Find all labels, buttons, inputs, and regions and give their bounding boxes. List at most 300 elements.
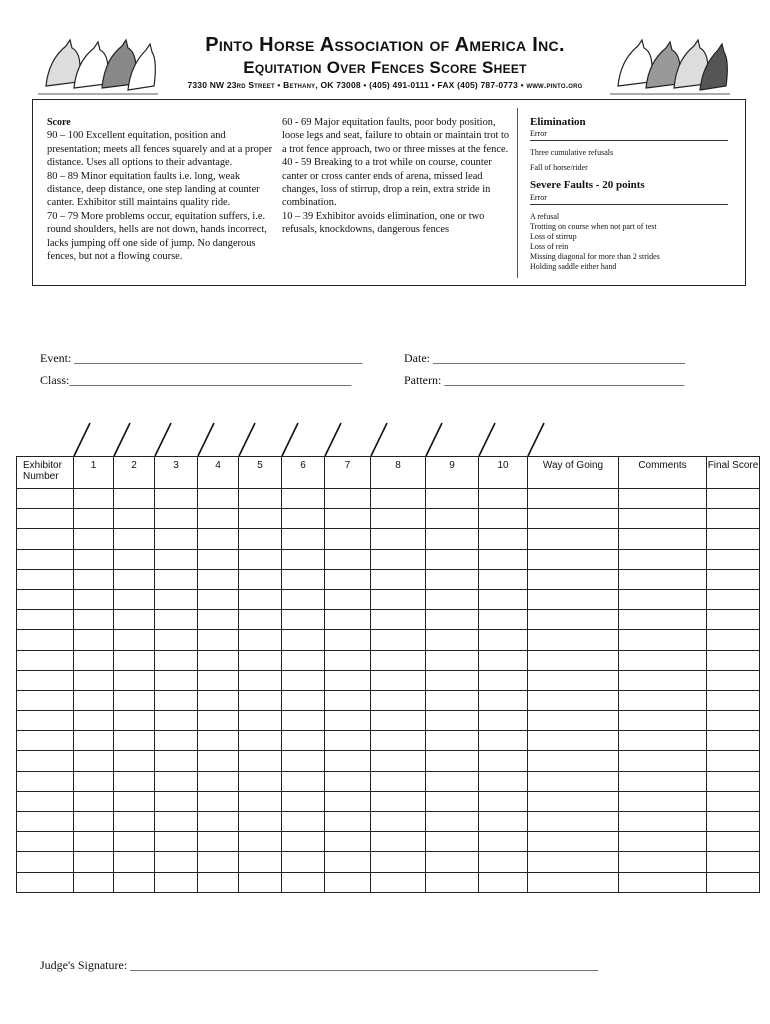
score-cell[interactable] xyxy=(707,489,760,509)
score-cell[interactable] xyxy=(426,711,479,731)
score-cell[interactable] xyxy=(479,589,528,609)
score-cell[interactable] xyxy=(155,610,198,630)
score-cell[interactable] xyxy=(282,832,325,852)
score-cell[interactable] xyxy=(74,549,114,569)
score-cell[interactable] xyxy=(198,690,239,710)
score-cell[interactable] xyxy=(114,771,155,791)
score-cell[interactable] xyxy=(426,812,479,832)
score-cell[interactable] xyxy=(155,832,198,852)
score-cell[interactable] xyxy=(528,589,619,609)
score-cell[interactable] xyxy=(155,529,198,549)
score-cell[interactable] xyxy=(155,711,198,731)
elimination-item: Three cumulative refusals xyxy=(530,148,614,158)
score-cell[interactable] xyxy=(74,690,114,710)
score-cell[interactable] xyxy=(155,509,198,529)
score-cell[interactable] xyxy=(707,610,760,630)
score-cell[interactable] xyxy=(528,711,619,731)
score-cell[interactable] xyxy=(74,509,114,529)
score-cell[interactable] xyxy=(479,670,528,690)
score-cell[interactable] xyxy=(282,549,325,569)
score-cell[interactable] xyxy=(155,489,198,509)
score-cell[interactable] xyxy=(198,852,239,872)
score-cell[interactable] xyxy=(528,812,619,832)
score-cell[interactable] xyxy=(479,489,528,509)
score-cell[interactable] xyxy=(371,650,426,670)
score-cell[interactable] xyxy=(17,509,74,529)
score-cell[interactable] xyxy=(426,670,479,690)
score-cell[interactable] xyxy=(426,589,479,609)
score-cell[interactable] xyxy=(114,529,155,549)
score-cell[interactable] xyxy=(479,771,528,791)
score-cell[interactable] xyxy=(371,812,426,832)
score-cell[interactable] xyxy=(619,690,707,710)
score-cell[interactable] xyxy=(74,711,114,731)
score-cell[interactable] xyxy=(198,650,239,670)
score-cell[interactable] xyxy=(239,771,282,791)
score-cell[interactable] xyxy=(282,569,325,589)
score-cell[interactable] xyxy=(239,589,282,609)
score-cell[interactable] xyxy=(619,529,707,549)
score-cell[interactable] xyxy=(325,872,371,892)
score-cell[interactable] xyxy=(155,650,198,670)
score-cell[interactable] xyxy=(528,872,619,892)
score-cell[interactable] xyxy=(707,630,760,650)
score-cell[interactable] xyxy=(239,731,282,751)
score-cell[interactable] xyxy=(479,569,528,589)
score-cell[interactable] xyxy=(371,529,426,549)
score-cell[interactable] xyxy=(198,549,239,569)
score-cell[interactable] xyxy=(707,711,760,731)
score-cell[interactable] xyxy=(426,852,479,872)
score-cell[interactable] xyxy=(198,589,239,609)
score-cell[interactable] xyxy=(17,791,74,811)
score-cell[interactable] xyxy=(155,690,198,710)
score-cell[interactable] xyxy=(282,630,325,650)
score-cell[interactable] xyxy=(239,852,282,872)
score-cell[interactable] xyxy=(198,791,239,811)
score-cell[interactable] xyxy=(619,650,707,670)
score-cell[interactable] xyxy=(325,670,371,690)
score-cell[interactable] xyxy=(619,852,707,872)
score-cell[interactable] xyxy=(114,630,155,650)
score-cell[interactable] xyxy=(17,690,74,710)
score-cell[interactable] xyxy=(371,630,426,650)
score-cell[interactable] xyxy=(707,670,760,690)
score-cell[interactable] xyxy=(74,751,114,771)
score-cell[interactable] xyxy=(479,610,528,630)
score-cell[interactable] xyxy=(74,529,114,549)
score-cell[interactable] xyxy=(528,832,619,852)
score-cell[interactable] xyxy=(619,812,707,832)
score-cell[interactable] xyxy=(239,549,282,569)
score-cell[interactable] xyxy=(17,569,74,589)
score-cell[interactable] xyxy=(426,610,479,630)
score-cell[interactable] xyxy=(325,529,371,549)
score-cell[interactable] xyxy=(282,529,325,549)
score-cell[interactable] xyxy=(282,509,325,529)
severe-item: Loss of rein xyxy=(530,241,569,251)
score-cell[interactable] xyxy=(114,791,155,811)
score-cell[interactable] xyxy=(114,832,155,852)
score-cell[interactable] xyxy=(155,569,198,589)
score-cell[interactable] xyxy=(198,509,239,529)
score-cell[interactable] xyxy=(528,630,619,650)
score-cell[interactable] xyxy=(198,771,239,791)
score-cell[interactable] xyxy=(707,529,760,549)
score-cell[interactable] xyxy=(114,489,155,509)
score-cell[interactable] xyxy=(426,630,479,650)
score-cell[interactable] xyxy=(479,872,528,892)
score-cell[interactable] xyxy=(17,711,74,731)
score-cell[interactable] xyxy=(619,589,707,609)
score-cell[interactable] xyxy=(325,650,371,670)
score-cell[interactable] xyxy=(619,791,707,811)
score-cell[interactable] xyxy=(707,690,760,710)
score-cell[interactable] xyxy=(155,630,198,650)
score-cell[interactable] xyxy=(707,589,760,609)
score-cell[interactable] xyxy=(74,832,114,852)
event-field[interactable]: Event: ________________________________________________ xyxy=(40,351,363,365)
score-cell[interactable] xyxy=(528,771,619,791)
score-cell[interactable] xyxy=(17,771,74,791)
score-cell[interactable] xyxy=(528,549,619,569)
score-cell[interactable] xyxy=(198,630,239,650)
score-cell[interactable] xyxy=(707,650,760,670)
score-cell[interactable] xyxy=(528,690,619,710)
score-cell[interactable] xyxy=(114,569,155,589)
score-cell[interactable] xyxy=(528,610,619,630)
score-cell[interactable] xyxy=(155,589,198,609)
score-cell[interactable] xyxy=(155,872,198,892)
judge-signature-field[interactable]: Judge's Signature: ______________________________________________________________________________ xyxy=(40,958,599,972)
score-cell[interactable] xyxy=(426,771,479,791)
score-cell[interactable] xyxy=(114,509,155,529)
score-cell[interactable] xyxy=(707,731,760,751)
score-cell[interactable] xyxy=(239,751,282,771)
score-cell[interactable] xyxy=(239,569,282,589)
score-cell[interactable] xyxy=(282,872,325,892)
score-cell[interactable] xyxy=(707,852,760,872)
score-cell[interactable] xyxy=(114,670,155,690)
score-cell[interactable] xyxy=(371,509,426,529)
score-cell[interactable] xyxy=(325,731,371,751)
score-cell[interactable] xyxy=(371,731,426,751)
score-cell[interactable] xyxy=(282,489,325,509)
score-cell[interactable] xyxy=(17,529,74,549)
score-cell[interactable] xyxy=(426,489,479,509)
score-cell[interactable] xyxy=(282,711,325,731)
score-cell[interactable] xyxy=(282,610,325,630)
score-cell[interactable] xyxy=(426,791,479,811)
score-cell[interactable] xyxy=(707,751,760,771)
score-cell[interactable] xyxy=(707,832,760,852)
score-cell[interactable] xyxy=(528,650,619,670)
score-cell[interactable] xyxy=(114,751,155,771)
score-cell[interactable] xyxy=(325,549,371,569)
score-cell[interactable] xyxy=(371,589,426,609)
score-cell[interactable] xyxy=(74,589,114,609)
score-cell[interactable] xyxy=(17,872,74,892)
score-cell[interactable] xyxy=(74,812,114,832)
score-cell[interactable] xyxy=(155,812,198,832)
score-cell[interactable] xyxy=(282,852,325,872)
table-row xyxy=(17,569,760,589)
score-cell[interactable] xyxy=(619,771,707,791)
score-cell[interactable] xyxy=(198,711,239,731)
score-cell[interactable] xyxy=(528,569,619,589)
date-field[interactable]: Date: __________________________________________ xyxy=(404,351,685,365)
score-cell[interactable] xyxy=(239,832,282,852)
score-cell[interactable] xyxy=(325,509,371,529)
score-cell[interactable] xyxy=(282,791,325,811)
score-cell[interactable] xyxy=(114,711,155,731)
score-cell[interactable] xyxy=(114,872,155,892)
score-cell[interactable] xyxy=(479,690,528,710)
score-cell[interactable] xyxy=(528,529,619,549)
score-cell[interactable] xyxy=(74,569,114,589)
score-cell[interactable] xyxy=(707,872,760,892)
severe-item: Holding saddle either hand xyxy=(530,261,617,271)
score-cell[interactable] xyxy=(239,711,282,731)
score-cell[interactable] xyxy=(426,751,479,771)
score-cell[interactable] xyxy=(479,751,528,771)
score-cell[interactable] xyxy=(325,630,371,650)
score-cell[interactable] xyxy=(17,731,74,751)
score-cell[interactable] xyxy=(371,751,426,771)
score-cell[interactable] xyxy=(528,489,619,509)
score-cell[interactable] xyxy=(198,731,239,751)
score-cell[interactable] xyxy=(426,509,479,529)
score-cell[interactable] xyxy=(619,509,707,529)
score-cell[interactable] xyxy=(479,832,528,852)
score-cell[interactable] xyxy=(479,852,528,872)
score-cell[interactable] xyxy=(239,509,282,529)
score-cell[interactable] xyxy=(619,610,707,630)
score-cell[interactable] xyxy=(426,690,479,710)
score-cell[interactable] xyxy=(239,690,282,710)
score-cell[interactable] xyxy=(371,489,426,509)
score-cell[interactable] xyxy=(426,650,479,670)
score-cell[interactable] xyxy=(17,489,74,509)
score-cell[interactable] xyxy=(528,751,619,771)
score-cell[interactable] xyxy=(426,529,479,549)
score-cell[interactable] xyxy=(371,711,426,731)
score-cell[interactable] xyxy=(325,489,371,509)
score-cell[interactable] xyxy=(198,569,239,589)
score-cell[interactable] xyxy=(114,812,155,832)
score-cell[interactable] xyxy=(239,872,282,892)
score-cell[interactable] xyxy=(371,791,426,811)
score-cell[interactable] xyxy=(371,832,426,852)
score-cell[interactable] xyxy=(282,731,325,751)
score-range-90-100: 90 – 100 Excellent equitation, position and presentation; meets all fences squarely and at a proper distance. Uses all options to their advantage. xyxy=(47,130,273,169)
score-cell[interactable] xyxy=(619,670,707,690)
score-cell[interactable] xyxy=(325,711,371,731)
score-cell[interactable] xyxy=(74,610,114,630)
score-cell[interactable] xyxy=(239,650,282,670)
score-cell[interactable] xyxy=(479,650,528,670)
score-cell[interactable] xyxy=(17,589,74,609)
score-cell[interactable] xyxy=(74,650,114,670)
score-cell[interactable] xyxy=(371,670,426,690)
score-cell[interactable] xyxy=(17,630,74,650)
score-cell[interactable] xyxy=(282,589,325,609)
score-cell[interactable] xyxy=(479,711,528,731)
score-cell[interactable] xyxy=(114,549,155,569)
header-exhibitor-number: Exhibitor Number xyxy=(17,457,74,489)
score-cell[interactable] xyxy=(114,690,155,710)
score-cell[interactable] xyxy=(707,812,760,832)
class-field[interactable]: Class:_______________________________________________ xyxy=(40,373,352,387)
score-cell[interactable] xyxy=(479,791,528,811)
score-cell[interactable] xyxy=(155,771,198,791)
score-cell[interactable] xyxy=(528,509,619,529)
score-cell[interactable] xyxy=(155,852,198,872)
header-fence-1: 1 xyxy=(74,457,114,489)
table-row xyxy=(17,509,760,529)
score-cell[interactable] xyxy=(707,549,760,569)
score-cell[interactable] xyxy=(239,489,282,509)
score-cell[interactable] xyxy=(325,771,371,791)
score-cell[interactable] xyxy=(325,791,371,811)
score-cell[interactable] xyxy=(325,832,371,852)
score-cell[interactable] xyxy=(707,771,760,791)
score-cell[interactable] xyxy=(74,852,114,872)
score-cell[interactable] xyxy=(155,549,198,569)
score-cell[interactable] xyxy=(426,731,479,751)
score-cell[interactable] xyxy=(619,549,707,569)
score-cell[interactable] xyxy=(17,852,74,872)
score-cell[interactable] xyxy=(528,731,619,751)
score-cell[interactable] xyxy=(325,690,371,710)
score-cell[interactable] xyxy=(198,751,239,771)
score-cell[interactable] xyxy=(114,610,155,630)
score-cell[interactable] xyxy=(155,751,198,771)
score-cell[interactable] xyxy=(17,650,74,670)
score-cell[interactable] xyxy=(198,872,239,892)
score-cell[interactable] xyxy=(17,610,74,630)
score-cell[interactable] xyxy=(239,812,282,832)
score-cell[interactable] xyxy=(282,812,325,832)
score-cell[interactable] xyxy=(619,630,707,650)
score-cell[interactable] xyxy=(155,670,198,690)
score-cell[interactable] xyxy=(239,630,282,650)
score-cell[interactable] xyxy=(74,670,114,690)
score-cell[interactable] xyxy=(707,509,760,529)
score-cell[interactable] xyxy=(479,731,528,751)
score-cell[interactable] xyxy=(325,589,371,609)
score-cell[interactable] xyxy=(114,731,155,751)
score-cell[interactable] xyxy=(74,791,114,811)
score-cell[interactable] xyxy=(479,630,528,650)
score-cell[interactable] xyxy=(371,610,426,630)
score-cell[interactable] xyxy=(426,549,479,569)
score-cell[interactable] xyxy=(371,690,426,710)
score-range-70-79: 70 – 79 More problems occur, equitation suffers, i.e. round shoulders, hells are not down, hands incorrect, lacks jumping off one side of jump. No dangerous fences, but not a flowing course. xyxy=(47,210,267,263)
score-cell[interactable] xyxy=(155,791,198,811)
score-cell[interactable] xyxy=(155,731,198,751)
score-cell[interactable] xyxy=(479,509,528,529)
score-cell[interactable] xyxy=(74,630,114,650)
score-cell[interactable] xyxy=(479,812,528,832)
elimination-heading: Elimination xyxy=(530,116,586,128)
score-cell[interactable] xyxy=(198,529,239,549)
score-cell[interactable] xyxy=(619,832,707,852)
score-cell[interactable] xyxy=(371,549,426,569)
score-cell[interactable] xyxy=(239,529,282,549)
score-cell[interactable] xyxy=(325,812,371,832)
score-cell[interactable] xyxy=(371,569,426,589)
score-cell[interactable] xyxy=(74,872,114,892)
score-cell[interactable] xyxy=(74,489,114,509)
score-cell[interactable] xyxy=(17,549,74,569)
score-cell[interactable] xyxy=(198,832,239,852)
score-cell[interactable] xyxy=(528,852,619,872)
header-fence-6: 6 xyxy=(282,457,325,489)
score-cell[interactable] xyxy=(528,670,619,690)
score-cell[interactable] xyxy=(17,812,74,832)
score-cell[interactable] xyxy=(282,771,325,791)
score-cell[interactable] xyxy=(371,872,426,892)
score-cell[interactable] xyxy=(707,569,760,589)
score-cell[interactable] xyxy=(619,489,707,509)
score-cell[interactable] xyxy=(74,731,114,751)
score-cell[interactable] xyxy=(426,569,479,589)
score-cell[interactable] xyxy=(619,569,707,589)
score-cell[interactable] xyxy=(17,670,74,690)
score-cell[interactable] xyxy=(282,650,325,670)
header-fence-9: 9 xyxy=(426,457,479,489)
pattern-field[interactable]: Pattern: ________________________________________ xyxy=(404,373,685,387)
score-cell[interactable] xyxy=(17,832,74,852)
score-cell[interactable] xyxy=(198,610,239,630)
score-cell[interactable] xyxy=(74,771,114,791)
score-cell[interactable] xyxy=(114,650,155,670)
score-cell[interactable] xyxy=(619,731,707,751)
score-cell[interactable] xyxy=(198,489,239,509)
score-cell[interactable] xyxy=(239,791,282,811)
score-cell[interactable] xyxy=(325,852,371,872)
score-cell[interactable] xyxy=(371,852,426,872)
score-cell[interactable] xyxy=(325,569,371,589)
severe-item: Loss of stirrup xyxy=(530,231,577,241)
score-cell[interactable] xyxy=(198,812,239,832)
score-cell[interactable] xyxy=(479,549,528,569)
score-cell[interactable] xyxy=(619,751,707,771)
score-cell[interactable] xyxy=(325,610,371,630)
score-cell[interactable] xyxy=(619,711,707,731)
score-cell[interactable] xyxy=(282,690,325,710)
score-cell[interactable] xyxy=(282,670,325,690)
score-cell[interactable] xyxy=(707,791,760,811)
score-cell[interactable] xyxy=(528,791,619,811)
score-cell[interactable] xyxy=(114,852,155,872)
score-cell[interactable] xyxy=(426,832,479,852)
table-row xyxy=(17,589,760,609)
score-cell[interactable] xyxy=(479,529,528,549)
score-cell[interactable] xyxy=(426,872,479,892)
score-cell[interactable] xyxy=(282,751,325,771)
score-cell[interactable] xyxy=(371,771,426,791)
score-cell[interactable] xyxy=(17,751,74,771)
score-cell[interactable] xyxy=(114,589,155,609)
table-row xyxy=(17,872,760,892)
score-cell[interactable] xyxy=(239,670,282,690)
score-cell[interactable] xyxy=(325,751,371,771)
score-cell[interactable] xyxy=(198,670,239,690)
score-cell[interactable] xyxy=(619,872,707,892)
score-cell[interactable] xyxy=(239,610,282,630)
